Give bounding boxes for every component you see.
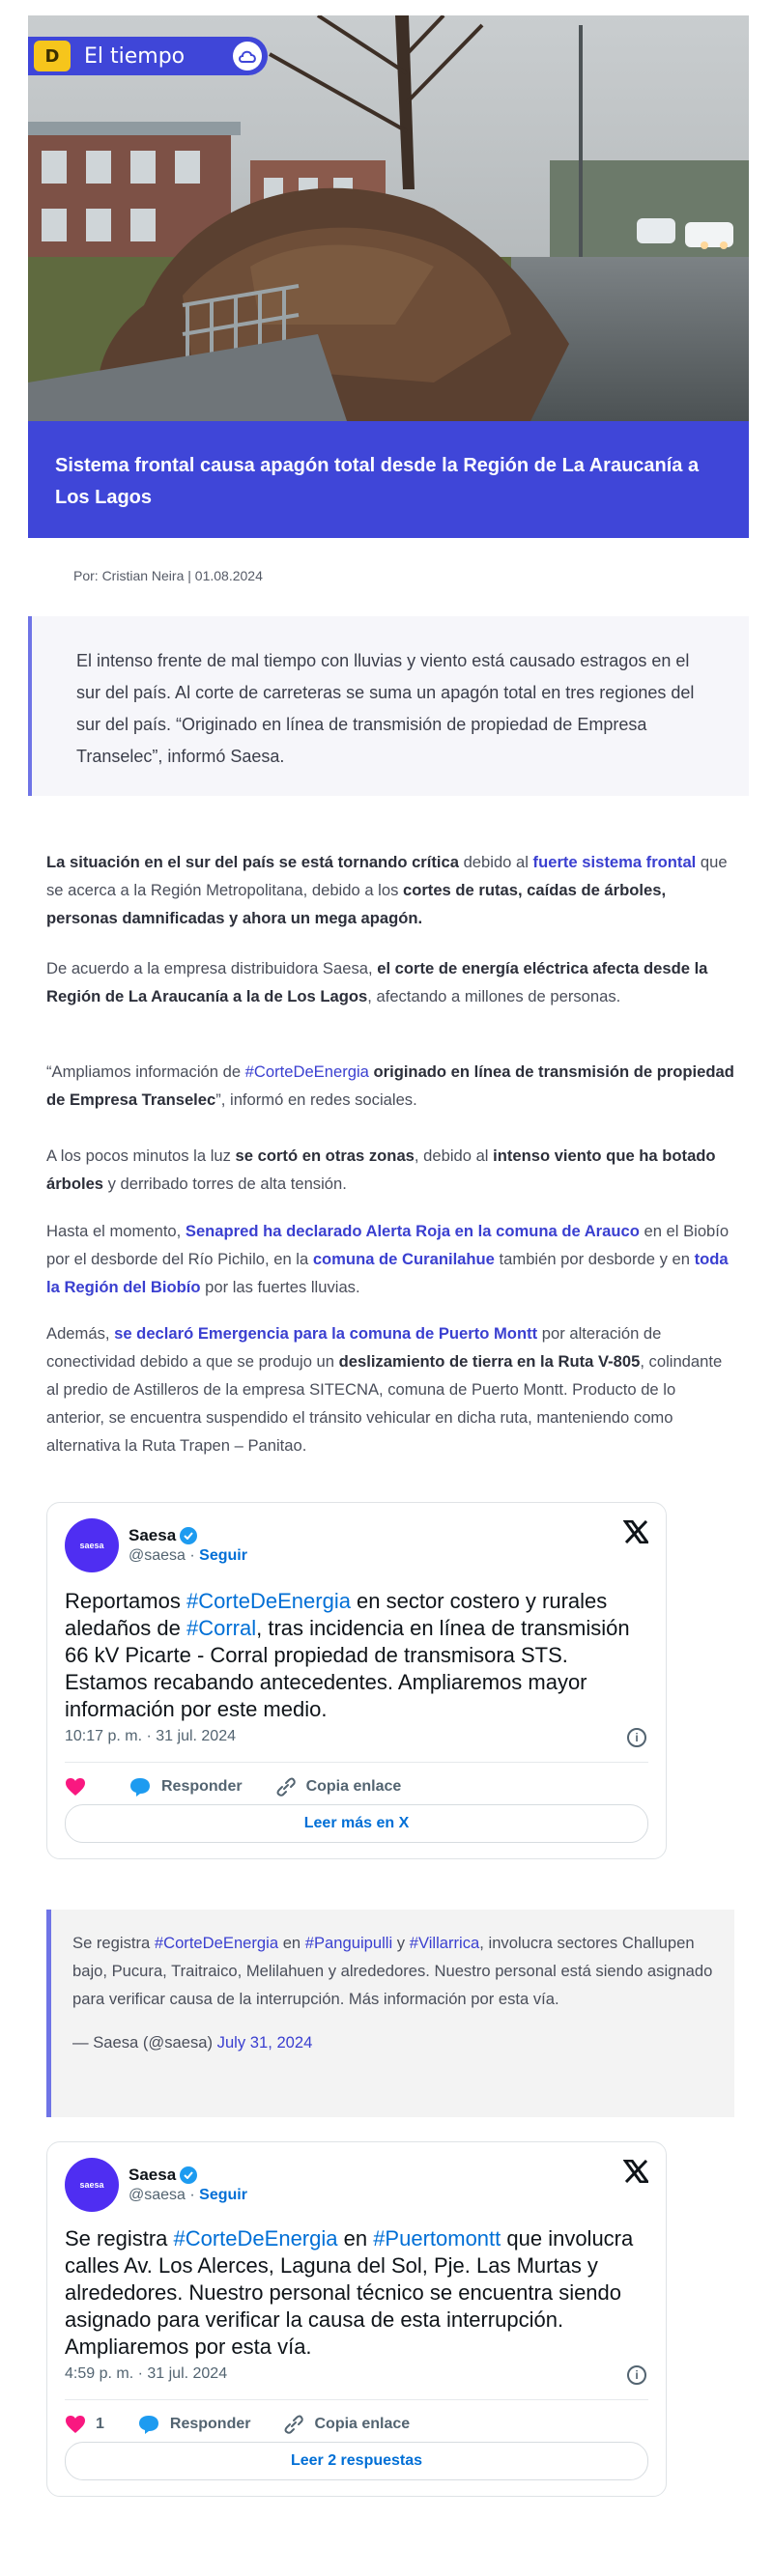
verified-badge-icon xyxy=(180,2166,197,2184)
text-bold: deslizamiento de tierra en la Ruta V-805 xyxy=(338,1352,641,1371)
brand-logo-icon: D xyxy=(34,41,71,71)
brand-label: El tiempo xyxy=(84,43,186,69)
text: Se registra xyxy=(72,1934,155,1952)
text: en xyxy=(337,2226,374,2250)
link-comuna-curanilahue[interactable]: comuna de Curanilahue xyxy=(312,1250,495,1268)
reply-icon xyxy=(129,1776,152,1798)
follow-button[interactable]: Seguir xyxy=(199,1547,247,1564)
link-region-biobio[interactable]: toda la Región del Biobío xyxy=(46,1250,729,1296)
copy-link-label: Copia enlace xyxy=(314,2416,411,2432)
reply-button[interactable] xyxy=(137,2414,251,2435)
read-replies-button[interactable]: Leer 2 respuestas xyxy=(65,2442,648,2480)
hashtag-link[interactable]: #Corral xyxy=(186,1616,257,1640)
link-icon xyxy=(283,2414,304,2435)
text-bold: se cortó en otras zonas xyxy=(235,1146,415,1165)
tweet-actions xyxy=(65,2414,443,2435)
text: por las fuertes lluvias. xyxy=(200,1278,360,1296)
link-alerta-roja-arauco[interactable]: Senapred ha declarado Alerta Roja en la comuna de Arauco xyxy=(185,1222,640,1240)
copy-link-button[interactable] xyxy=(275,1776,402,1798)
article-headline: Sistema frontal causa apagón total desde la Región de La Araucanía a Los Lagos xyxy=(55,455,700,508)
link-emergencia-puerto-montt[interactable]: se declaró Emergencia para la comuna de Puerto Montt xyxy=(114,1324,538,1343)
text: Hasta el momento, xyxy=(46,1222,186,1240)
reply-label: Responder xyxy=(169,2416,251,2432)
hashtag-link[interactable]: #Puertomontt xyxy=(373,2226,501,2250)
text-bold: La situación en el sur del país se está tornando crítica xyxy=(46,853,459,871)
follow-button[interactable]: Seguir xyxy=(199,2187,247,2203)
tweet-actions xyxy=(65,1776,434,1798)
text: y xyxy=(392,1934,410,1952)
verified-badge-icon xyxy=(180,1527,197,1544)
divider xyxy=(65,1762,648,1763)
tweet-blockquote xyxy=(46,1910,734,2117)
x-logo-icon[interactable] xyxy=(623,2160,648,2188)
tweet-header xyxy=(65,1518,247,1572)
text: Además, xyxy=(46,1324,115,1343)
info-icon[interactable]: i xyxy=(627,2365,646,2385)
article-byline: Por: Cristian Neira | 01.08.2024 xyxy=(73,568,263,583)
article-headline-box xyxy=(28,421,749,538)
reply-button[interactable] xyxy=(129,1776,243,1798)
text-bold: originado en línea de transmisión de propiedad de Empresa Transelec xyxy=(46,1062,734,1109)
hashtag-link[interactable]: #Panguipulli xyxy=(304,1934,393,1952)
text: debido al xyxy=(458,853,533,871)
text-bold: el corte de energía eléctrica afecta desde la Región de La Araucanía a la de Los Lagos xyxy=(46,959,708,1005)
article-lead: El intenso frente de mal tiempo con lluvias y viento está causado estragos en el sur del país. Al corte de carreteras se suma un apagón total en tres regiones del sur del país. “Originado en línea de transmisión de propiedad de Empresa Transelec”, informó Saesa. xyxy=(28,616,749,796)
read-more-button[interactable]: Leer más en X xyxy=(65,1804,648,1843)
text: por alteración de conectividad debido a que se produjo un xyxy=(46,1324,662,1371)
paragraph-4 xyxy=(46,1142,734,1198)
brand-badge[interactable] xyxy=(28,37,268,75)
text: Reportamos xyxy=(65,1589,186,1613)
avatar[interactable]: saesa xyxy=(65,1518,119,1572)
link-icon xyxy=(275,1776,297,1798)
hashtag-link[interactable]: #CorteDeEnergia xyxy=(173,2226,338,2250)
hashtag-link[interactable]: #CorteDeEnergia xyxy=(154,1934,279,1952)
text: y derribado torres de alta tensión. xyxy=(103,1175,347,1193)
hashtag-link[interactable]: #Villarrica xyxy=(409,1934,480,1952)
text: que involucra calles Av. Los Alerces, Laguna del Sol, Pje. Las Murtas y alrededores. Nuestro personal técnico se encuentra siendo asignado para verificar la causa de esta interrupción. Ampliaremos por esta vía. xyxy=(65,2226,634,2359)
text: en el Biobío por el desborde del Río Pichilo, en la xyxy=(46,1222,730,1268)
text: también por desborde y en xyxy=(494,1250,695,1268)
text: De acuerdo a la empresa distribuidora Saesa, xyxy=(46,959,378,977)
hashtag-link[interactable]: #CorteDeEnergia xyxy=(186,1589,351,1613)
heart-icon xyxy=(65,2415,86,2434)
tweet-timestamp[interactable]: 4:59 p. m. · 31 jul. 2024 xyxy=(65,2365,228,2382)
paragraph-1 xyxy=(46,848,734,932)
like-button[interactable] xyxy=(65,2415,104,2434)
text: en xyxy=(278,1934,305,1952)
quote-text xyxy=(72,1929,713,2013)
tweet-author-handle[interactable]: @saesa xyxy=(129,2187,186,2203)
link-fuerte-sistema-frontal[interactable]: fuerte sistema frontal xyxy=(532,853,697,871)
copy-link-button[interactable] xyxy=(283,2414,410,2435)
avatar[interactable]: saesa xyxy=(65,2158,119,2212)
text-bold: intenso viento que ha botado árboles xyxy=(46,1146,716,1193)
text: , debido al xyxy=(414,1146,494,1165)
embedded-tweet-2 xyxy=(46,2141,667,2497)
paragraph-5 xyxy=(46,1217,734,1301)
cloud-icon xyxy=(233,42,262,71)
tweet-text xyxy=(65,1588,648,1723)
tweet-header xyxy=(65,2158,247,2212)
paragraph-6 xyxy=(46,1319,734,1459)
text: ”, informó en redes sociales. xyxy=(215,1090,417,1109)
text: que se acerca a la Región Metropolitana, debido a los xyxy=(46,853,728,899)
tweet-author-handle[interactable]: @saesa xyxy=(129,1547,186,1564)
quote-source xyxy=(72,2028,713,2056)
text: , involucra sectores Challupen bajo, Pucura, Traitraico, Melilahuen y alrededores. Nuestro personal está siendo asignado para verificar causa de la interrupción. Más información por esta vía. xyxy=(72,1934,713,2008)
paragraph-2 xyxy=(46,954,734,1010)
text: , afectando a millones de personas. xyxy=(367,987,621,1005)
embedded-tweet-1 xyxy=(46,1502,667,1859)
text: Se registra xyxy=(65,2226,174,2250)
paragraph-3 xyxy=(46,1058,734,1114)
x-logo-icon[interactable] xyxy=(623,1520,648,1548)
text: “Ampliamos información de xyxy=(46,1062,245,1081)
hashtag-link[interactable]: #CorteDeEnergia xyxy=(244,1062,369,1081)
reply-icon xyxy=(137,2414,160,2435)
tweet-timestamp[interactable]: 10:17 p. m. · 31 jul. 2024 xyxy=(65,1728,236,1744)
quote-date-link[interactable]: July 31, 2024 xyxy=(216,2033,313,2052)
like-count: 1 xyxy=(96,2416,104,2432)
tweet-text xyxy=(65,2225,648,2361)
copy-link-label: Copia enlace xyxy=(305,1778,402,1795)
separator-dot: · xyxy=(185,2187,200,2203)
text: en sector costero y rurales aledaños de xyxy=(65,1589,608,1640)
quote-author: — Saesa (@saesa) xyxy=(72,2033,217,2052)
like-button[interactable] xyxy=(65,1777,96,1797)
reply-label: Responder xyxy=(161,1778,243,1795)
text: A los pocos minutos la luz xyxy=(46,1146,236,1165)
heart-icon xyxy=(65,1777,86,1797)
text-bold: cortes de rutas, caídas de árboles, personas damnificadas y ahora un mega apagón. xyxy=(46,881,667,927)
separator-dot: · xyxy=(185,1547,200,1564)
text: , tras incidencia en línea de transmisión 66 kV Picarte - Corral propiedad de transmisora STS. Estamos recabando antecedentes. Ampliaremos mayor información por este medio. xyxy=(65,1616,630,1721)
tweet-author-name[interactable]: Saesa xyxy=(129,1526,177,1544)
divider xyxy=(65,2399,648,2400)
hero-image xyxy=(28,15,749,421)
text: , colindante al predio de Astilleros de la empresa SITECNA, comuna de Puerto Montt. Producto de lo anterior, se encuentra suspendido el tránsito vehicular en dicha ruta, manteniendo como alternativa la Ruta Trapen – Panitao. xyxy=(46,1352,723,1455)
tweet-author-name[interactable]: Saesa xyxy=(129,2166,177,2184)
info-icon[interactable]: i xyxy=(627,1728,646,1747)
